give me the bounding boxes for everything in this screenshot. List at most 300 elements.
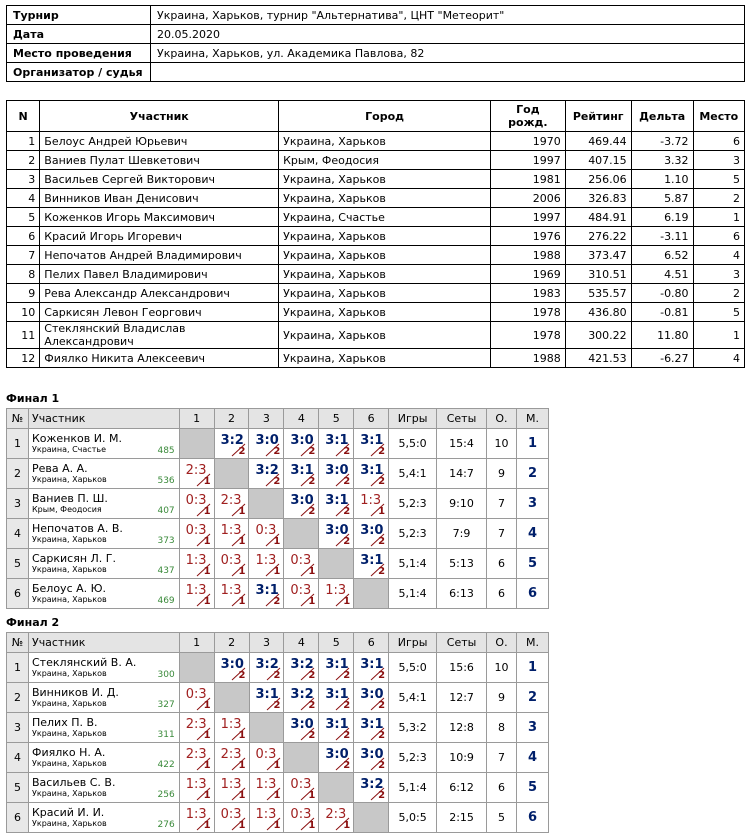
score-value: 1:3 xyxy=(185,583,207,598)
final-place: 2 xyxy=(516,683,548,713)
match-score xyxy=(319,429,354,459)
match-points: 2 xyxy=(378,700,386,711)
match-points: 2 xyxy=(308,506,316,517)
match-points: 1 xyxy=(238,820,246,831)
match-score xyxy=(284,549,319,579)
match-score xyxy=(284,489,319,519)
match-points: 1 xyxy=(203,730,211,741)
participant-cell: 6 xyxy=(693,227,744,246)
score-value: 0:3 xyxy=(290,777,312,792)
final-header: Участник xyxy=(28,633,179,653)
match-score xyxy=(214,579,249,609)
participant-cell: Белоус Андрей Юрьевич xyxy=(40,132,279,151)
participant-cell: 6 xyxy=(693,132,744,151)
games-result: 5,4:1 xyxy=(389,459,437,489)
info-label: Организатор / судья xyxy=(7,63,151,82)
match-score xyxy=(354,773,389,803)
match-points: 1 xyxy=(308,566,316,577)
match-points: 2 xyxy=(378,670,386,681)
match-points: 1 xyxy=(203,700,211,711)
final-row xyxy=(7,549,549,579)
participants-header: Место xyxy=(693,101,744,132)
match-points: 2 xyxy=(378,476,386,487)
participant-cell: Фиялко Никита Алексеевич xyxy=(40,349,279,368)
player-name: Рева А. А. xyxy=(31,461,88,475)
final-place: 5 xyxy=(516,773,548,803)
match-score xyxy=(179,579,214,609)
score-value: 1:3 xyxy=(255,807,277,822)
diagonal-cell xyxy=(284,519,319,549)
sets-result: 15:4 xyxy=(437,429,487,459)
sets-result: 7:9 xyxy=(437,519,487,549)
player-cell xyxy=(28,773,179,803)
player-name: Фиялко Н. А. xyxy=(31,745,106,759)
match-points: 1 xyxy=(203,566,211,577)
participant-cell: Коженков Игорь Максимович xyxy=(40,208,279,227)
info-row xyxy=(7,25,745,44)
player-city: Украина, Харьков xyxy=(31,818,107,828)
total-points: 7 xyxy=(486,519,516,549)
player-city: Украина, Харьков xyxy=(31,474,107,484)
score-value: 1:3 xyxy=(185,553,207,568)
info-label: Место проведения xyxy=(7,44,151,63)
player-name: Ваниев П. Ш. xyxy=(31,491,108,505)
sets-result: 10:9 xyxy=(437,743,487,773)
score-value: 3:1 xyxy=(360,657,384,672)
diagonal-cell xyxy=(249,713,284,743)
match-score xyxy=(179,773,214,803)
player-rating: 536 xyxy=(157,476,175,486)
match-points: 2 xyxy=(308,730,316,741)
match-points: 2 xyxy=(308,670,316,681)
match-score xyxy=(179,459,214,489)
player-rating: 469 xyxy=(157,596,175,606)
score-value: 3:0 xyxy=(290,433,314,448)
info-label: Турнир xyxy=(7,6,151,25)
final-header: О. xyxy=(487,633,517,653)
score-value: 3:1 xyxy=(325,657,349,672)
participant-cell: Ваниев Пулат Шевкетович xyxy=(40,151,279,170)
player-rating: 437 xyxy=(157,566,175,576)
match-points: 2 xyxy=(273,476,281,487)
match-points: 2 xyxy=(308,476,316,487)
participant-cell: 1978 xyxy=(491,322,566,349)
score-value: 0:3 xyxy=(185,523,207,538)
match-points: 2 xyxy=(343,760,351,771)
info-value: 20.05.2020 xyxy=(151,25,745,44)
match-score xyxy=(354,713,389,743)
participant-cell: 1976 xyxy=(491,227,566,246)
player-name: Непочатов А. В. xyxy=(31,521,123,535)
match-points: 2 xyxy=(308,700,316,711)
match-score xyxy=(249,459,284,489)
seed-number: 5 xyxy=(7,773,29,803)
score-value: 3:1 xyxy=(325,687,349,702)
participants-header: Дельта xyxy=(631,101,693,132)
final-1-table xyxy=(6,408,549,609)
participant-cell: 1981 xyxy=(491,170,566,189)
participant-cell: 1969 xyxy=(491,265,566,284)
participant-cell: Рева Александр Александрович xyxy=(40,284,279,303)
games-result: 5,1:4 xyxy=(389,773,437,803)
participant-cell: Украина, Харьков xyxy=(279,303,491,322)
match-score xyxy=(249,549,284,579)
score-value: 0:3 xyxy=(290,583,312,598)
match-points: 2 xyxy=(378,446,386,457)
player-name: Красий И. И. xyxy=(31,805,105,819)
player-city: Украина, Харьков xyxy=(31,668,107,678)
match-score xyxy=(319,489,354,519)
participant-cell: -0.80 xyxy=(631,284,693,303)
match-points: 1 xyxy=(203,760,211,771)
diagonal-cell xyxy=(179,429,214,459)
final-place: 1 xyxy=(516,429,548,459)
final-header: 3 xyxy=(249,409,284,429)
score-value: 3:0 xyxy=(290,717,314,732)
match-score xyxy=(249,683,284,713)
score-value: 3:0 xyxy=(255,433,279,448)
participant-cell: 5 xyxy=(693,303,744,322)
participant-cell: 300.22 xyxy=(565,322,631,349)
player-rating: 485 xyxy=(157,446,175,456)
match-score xyxy=(179,519,214,549)
participant-cell: 3 xyxy=(7,170,40,189)
player-name: Белоус А. Ю. xyxy=(31,581,107,595)
participant-cell: 1978 xyxy=(491,303,566,322)
final-place: 2 xyxy=(516,459,548,489)
participant-cell: 12 xyxy=(7,349,40,368)
match-points: 2 xyxy=(343,730,351,741)
match-points: 1 xyxy=(378,506,386,517)
participant-cell: Красий Игорь Игоревич xyxy=(40,227,279,246)
diagonal-cell xyxy=(214,459,249,489)
match-points: 1 xyxy=(308,820,316,831)
score-value: 1:3 xyxy=(255,553,277,568)
match-points: 1 xyxy=(273,760,281,771)
match-points: 2 xyxy=(343,536,351,547)
diagonal-cell xyxy=(319,549,354,579)
participant-cell: 1 xyxy=(7,132,40,151)
total-points: 7 xyxy=(487,743,517,773)
total-points: 5 xyxy=(487,803,517,833)
participant-cell: 5 xyxy=(7,208,40,227)
final-header: 6 xyxy=(354,409,389,429)
participant-cell: Украина, Счастье xyxy=(279,208,491,227)
final-header: 4 xyxy=(284,633,319,653)
score-value: 3:1 xyxy=(325,717,349,732)
match-score xyxy=(319,653,354,683)
final-row xyxy=(7,773,549,803)
participant-cell: 1997 xyxy=(491,208,566,227)
info-row xyxy=(7,63,745,82)
sets-result: 6:12 xyxy=(437,773,487,803)
participant-cell: 4 xyxy=(693,349,744,368)
seed-number: 6 xyxy=(7,579,29,609)
score-value: 0:3 xyxy=(290,807,312,822)
match-score xyxy=(319,803,354,833)
player-city: Украина, Счастье xyxy=(31,444,106,454)
participant-cell: 1 xyxy=(693,322,744,349)
final-header: 5 xyxy=(319,633,354,653)
final-row xyxy=(7,743,549,773)
participant-cell: 421.53 xyxy=(565,349,631,368)
match-points: 1 xyxy=(238,790,246,801)
match-score xyxy=(214,653,249,683)
seed-number: 2 xyxy=(7,683,29,713)
participant-cell: 11 xyxy=(7,322,40,349)
games-result: 5,3:2 xyxy=(389,713,437,743)
match-score xyxy=(354,743,389,773)
participant-cell: 2 xyxy=(693,284,744,303)
match-points: 1 xyxy=(273,820,281,831)
match-score xyxy=(319,459,354,489)
match-score xyxy=(214,713,249,743)
participant-cell: 484.91 xyxy=(565,208,631,227)
match-points: 2 xyxy=(343,476,351,487)
match-score xyxy=(284,459,319,489)
final-header: Сеты xyxy=(437,409,487,429)
match-points: 2 xyxy=(273,446,281,457)
score-value: 0:3 xyxy=(220,553,242,568)
participant-cell: 5.87 xyxy=(631,189,693,208)
final-header: Игры xyxy=(389,409,437,429)
participant-cell: Васильев Сергей Викторович xyxy=(40,170,279,189)
seed-number: 1 xyxy=(7,653,29,683)
match-score xyxy=(249,743,284,773)
participants-header: N xyxy=(7,101,40,132)
match-score xyxy=(214,549,249,579)
player-rating: 311 xyxy=(157,730,175,740)
player-rating: 422 xyxy=(157,760,175,770)
participant-cell: Украина, Харьков xyxy=(279,349,491,368)
score-value: 1:3 xyxy=(325,583,347,598)
final-row xyxy=(7,429,549,459)
final-row xyxy=(7,459,549,489)
match-points: 2 xyxy=(378,536,386,547)
score-value: 0:3 xyxy=(290,553,312,568)
participant-cell: Украина, Харьков xyxy=(279,132,491,151)
player-cell xyxy=(28,713,179,743)
final-2-table xyxy=(6,632,549,833)
final-row xyxy=(7,683,549,713)
final-row xyxy=(7,489,549,519)
match-score xyxy=(284,683,319,713)
sets-result: 9:10 xyxy=(437,489,487,519)
final-header: 4 xyxy=(284,409,319,429)
player-rating: 407 xyxy=(157,506,175,516)
final-header: 1 xyxy=(179,409,214,429)
final-header: Игры xyxy=(389,633,437,653)
score-value: 1:3 xyxy=(185,777,207,792)
match-score xyxy=(249,429,284,459)
player-cell xyxy=(28,459,179,489)
player-city: Крым, Феодосия xyxy=(31,504,102,514)
match-points: 2 xyxy=(273,700,281,711)
match-score xyxy=(249,803,284,833)
sets-result: 12:7 xyxy=(437,683,487,713)
participant-cell: 2 xyxy=(693,189,744,208)
player-cell xyxy=(28,429,179,459)
match-points: 1 xyxy=(238,506,246,517)
participant-cell: Украина, Харьков xyxy=(279,227,491,246)
match-score xyxy=(214,743,249,773)
score-value: 1:3 xyxy=(360,493,382,508)
match-score xyxy=(179,489,214,519)
match-score xyxy=(214,429,249,459)
player-cell xyxy=(28,489,179,519)
match-score xyxy=(249,653,284,683)
participant-cell: 1988 xyxy=(491,349,566,368)
score-value: 1:3 xyxy=(220,777,242,792)
match-points: 2 xyxy=(378,730,386,741)
score-value: 3:2 xyxy=(290,687,314,702)
match-score xyxy=(354,519,389,549)
games-result: 5,4:1 xyxy=(389,683,437,713)
match-score xyxy=(319,683,354,713)
participant-cell: 256.06 xyxy=(565,170,631,189)
participant-cell: 326.83 xyxy=(565,189,631,208)
total-points: 9 xyxy=(486,459,516,489)
info-row xyxy=(7,6,745,25)
score-value: 1:3 xyxy=(220,717,242,732)
games-result: 5,2:3 xyxy=(389,519,437,549)
participants-header: Год рожд. xyxy=(491,101,566,132)
seed-number: 4 xyxy=(7,743,29,773)
player-cell xyxy=(28,743,179,773)
games-result: 5,1:4 xyxy=(389,549,437,579)
match-points: 1 xyxy=(343,820,351,831)
score-value: 2:3 xyxy=(220,493,242,508)
participant-row xyxy=(7,227,745,246)
info-label: Дата xyxy=(7,25,151,44)
seed-number: 5 xyxy=(7,549,29,579)
score-value: 3:1 xyxy=(255,583,279,598)
player-rating: 373 xyxy=(157,536,175,546)
participant-cell: 4 xyxy=(693,246,744,265)
match-score xyxy=(249,519,284,549)
final-place: 6 xyxy=(516,803,548,833)
participant-cell: 8 xyxy=(7,265,40,284)
match-points: 1 xyxy=(203,820,211,831)
score-value: 1:3 xyxy=(255,777,277,792)
match-score xyxy=(179,549,214,579)
score-value: 2:3 xyxy=(185,463,207,478)
match-score xyxy=(284,713,319,743)
score-value: 3:1 xyxy=(360,463,384,478)
games-result: 5,1:4 xyxy=(389,579,437,609)
info-value: Украина, Харьков, турнир "Альтернатива", ЦНТ "Метеорит" xyxy=(151,6,745,25)
match-points: 1 xyxy=(273,566,281,577)
match-score xyxy=(354,459,389,489)
score-value: 2:3 xyxy=(220,747,242,762)
player-city: Украина, Харьков xyxy=(31,758,107,768)
participants-table xyxy=(6,100,745,368)
match-score xyxy=(249,579,284,609)
participant-cell: 6 xyxy=(7,227,40,246)
participant-cell: Украина, Харьков xyxy=(279,246,491,265)
participant-cell: 4 xyxy=(7,189,40,208)
match-points: 1 xyxy=(238,536,246,547)
player-city: Украина, Харьков xyxy=(31,564,107,574)
match-points: 2 xyxy=(343,670,351,681)
diagonal-cell xyxy=(284,743,319,773)
final-header: 2 xyxy=(214,633,249,653)
games-result: 5,5:0 xyxy=(389,653,437,683)
score-value: 2:3 xyxy=(325,807,347,822)
score-value: 3:1 xyxy=(360,433,384,448)
participant-cell: Винников Иван Денисович xyxy=(40,189,279,208)
match-points: 1 xyxy=(308,596,316,607)
player-cell xyxy=(28,653,179,683)
games-result: 5,2:3 xyxy=(389,743,437,773)
score-value: 1:3 xyxy=(220,523,242,538)
match-points: 1 xyxy=(203,536,211,547)
score-value: 0:3 xyxy=(220,807,242,822)
info-value xyxy=(151,63,745,82)
participant-cell: Украина, Харьков xyxy=(279,265,491,284)
score-value: 3:0 xyxy=(360,687,384,702)
participant-cell: 3 xyxy=(693,151,744,170)
match-points: 1 xyxy=(238,566,246,577)
participant-cell: 1970 xyxy=(491,132,566,151)
participant-cell: 436.80 xyxy=(565,303,631,322)
score-value: 3:2 xyxy=(220,433,244,448)
participant-row xyxy=(7,349,745,368)
match-points: 2 xyxy=(343,446,351,457)
final-place: 6 xyxy=(516,579,548,609)
final-row xyxy=(7,653,549,683)
player-cell xyxy=(28,683,179,713)
score-value: 3:0 xyxy=(360,523,384,538)
total-points: 10 xyxy=(487,653,517,683)
player-name: Винников И. Д. xyxy=(31,685,119,699)
diagonal-cell xyxy=(354,579,389,609)
diagonal-cell xyxy=(179,653,214,683)
participant-row xyxy=(7,265,745,284)
participants-header: Участник xyxy=(40,101,279,132)
seed-number: 3 xyxy=(7,489,29,519)
final-header: 3 xyxy=(249,633,284,653)
participant-cell: Украина, Харьков xyxy=(279,322,491,349)
participant-cell: 1983 xyxy=(491,284,566,303)
match-score xyxy=(179,713,214,743)
final-header: О. xyxy=(486,409,516,429)
player-city: Украина, Харьков xyxy=(31,594,107,604)
final-header: № xyxy=(7,633,29,653)
player-name: Васильев С. В. xyxy=(31,775,116,789)
score-value: 0:3 xyxy=(255,747,277,762)
match-score xyxy=(354,653,389,683)
score-value: 3:2 xyxy=(290,657,314,672)
tournament-info-table xyxy=(6,5,745,82)
player-city: Украина, Харьков xyxy=(31,728,107,738)
total-points: 6 xyxy=(486,549,516,579)
player-rating: 256 xyxy=(157,790,175,800)
final-row xyxy=(7,713,549,743)
score-value: 3:0 xyxy=(325,463,349,478)
participant-cell: Пелих Павел Владимирович xyxy=(40,265,279,284)
match-points: 1 xyxy=(238,730,246,741)
match-points: 1 xyxy=(238,760,246,771)
participant-row xyxy=(7,151,745,170)
participant-cell: 276.22 xyxy=(565,227,631,246)
player-city: Украина, Харьков xyxy=(31,788,107,798)
participant-cell: -3.11 xyxy=(631,227,693,246)
player-rating: 300 xyxy=(157,670,175,680)
participant-cell: Стеклянский Владислав Александрович xyxy=(40,322,279,349)
total-points: 6 xyxy=(486,579,516,609)
match-points: 1 xyxy=(238,596,246,607)
